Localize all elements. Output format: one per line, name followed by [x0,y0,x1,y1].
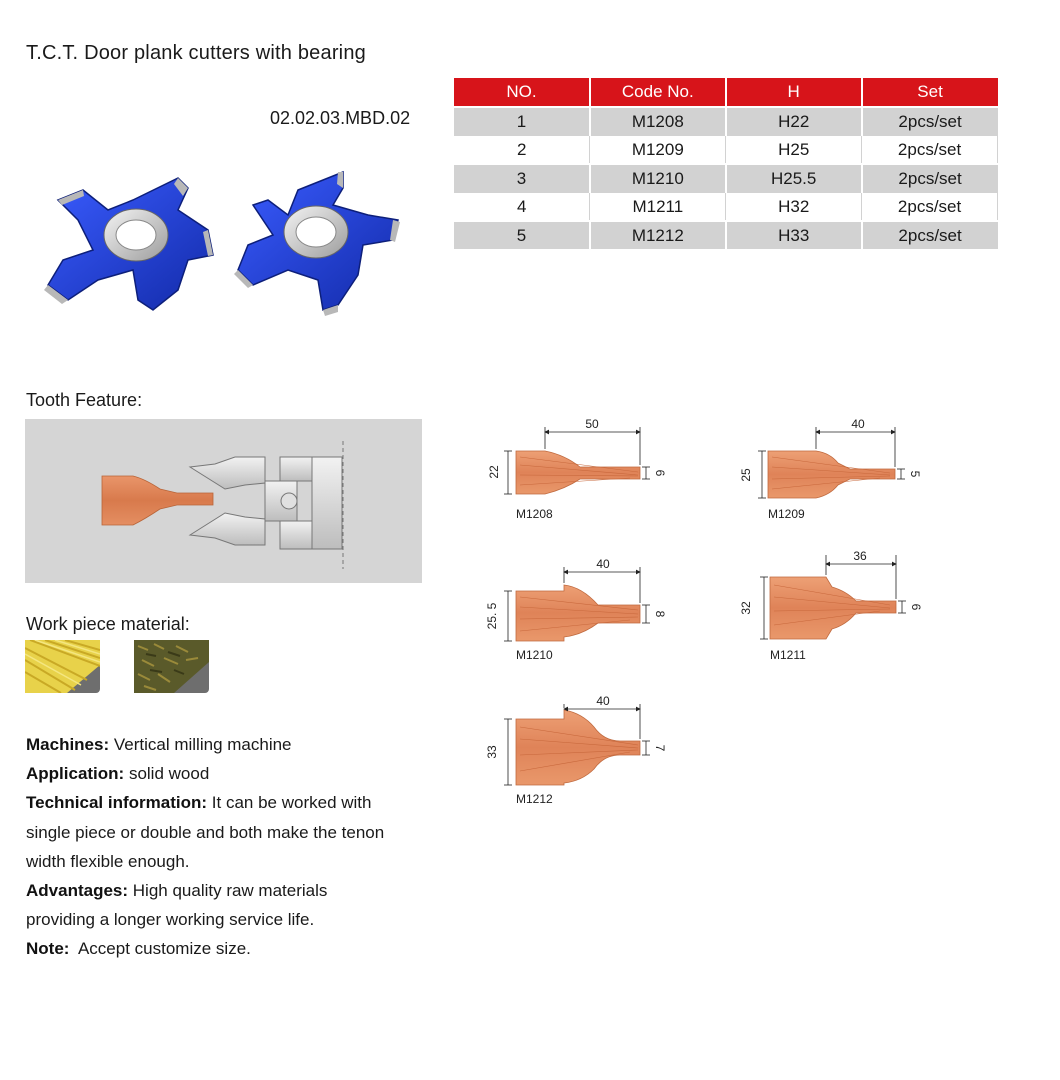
dim-height: 25. 5 [485,602,499,630]
cell-set: 2pcs/set [862,136,998,165]
cell-h: H25 [726,136,862,165]
profile-code: M1210 [516,648,553,662]
technical-value-line2: single piece or double and both make the tenon [26,822,385,842]
cell-no: 4 [454,193,590,222]
col-set: Set [862,78,998,107]
cell-code: M1210 [590,164,726,193]
board-swatch-icon [134,640,209,693]
work-piece-label: Work piece material: [26,614,190,634]
dim-tenon: 6 [909,603,923,611]
table-row [454,164,998,193]
cell-h: H22 [726,107,862,136]
technical-value: It can be worked with [211,793,372,813]
cell-set: 2pcs/set [862,193,998,222]
profile-m1212 [485,694,667,806]
dim-height: 32 [739,601,753,615]
cell-code: M1208 [590,107,726,136]
machines-value: Vertical milling machine [113,735,292,754]
dim-length: 40 [851,417,865,431]
cutter-right-icon [234,172,400,316]
table-row [454,193,998,222]
cell-code: M1212 [590,221,726,249]
col-no: NO. [454,78,590,107]
dim-height: 22 [487,465,501,479]
machines-key: Machines: [26,735,110,754]
table-row [454,107,998,136]
cell-no: 1 [454,107,590,136]
col-code: Code No. [590,78,726,107]
cell-set: 2pcs/set [862,221,998,249]
product-info [26,730,446,964]
profile-m1208 [487,417,667,521]
product-code: 02.02.03.MBD.02 [270,108,411,128]
col-h: H [726,78,862,107]
cell-no: 5 [454,221,590,249]
cell-set: 2pcs/set [862,164,998,193]
tooth-feature-label: Tooth Feature: [26,390,143,410]
cell-code: M1211 [590,193,726,222]
technical-value-line3: width flexible enough. [26,851,190,871]
table-row [454,221,998,249]
dim-tenon: 5 [908,470,922,478]
spec-table-header [454,78,998,107]
cell-no: 3 [454,164,590,193]
cutter-product-image [38,160,418,330]
cell-code: M1209 [590,136,726,165]
cell-no: 2 [454,136,590,165]
note-value: Accept customize size. [77,939,251,959]
dim-height: 25 [739,468,753,482]
profile-code: M1211 [770,648,806,662]
profile-code: M1208 [516,507,553,521]
cell-h: H25.5 [726,164,862,193]
advantages-value-line2: providing a longer working service life. [26,910,315,930]
spec-table [454,78,998,249]
dim-tenon: 7 [653,744,667,752]
cell-h: H32 [726,193,862,222]
application-key: Application: [26,764,125,784]
profile-code: M1209 [768,507,805,521]
profile-drawings [470,405,970,815]
dim-tenon: 6 [653,469,667,477]
advantages-key: Advantages: [26,881,129,901]
profile-m1209 [739,417,922,521]
tooth-feature-diagram [25,419,422,583]
dim-length: 40 [596,557,610,571]
cutter-left-icon [44,178,213,310]
dim-height: 33 [485,745,499,759]
table-row [454,136,998,165]
dim-length: 36 [853,549,867,563]
technical-key: Technical information: [26,793,208,813]
dim-length: 50 [585,417,599,431]
dim-length: 40 [596,694,610,708]
dim-tenon: 8 [653,610,667,618]
note-key: Note: [26,939,70,959]
cell-set: 2pcs/set [862,107,998,136]
application-value: solid wood [128,764,210,784]
profile-m1210 [485,557,667,662]
profile-code: M1212 [516,792,553,806]
page-title: T.C.T. Door plank cutters with bearing [26,42,366,64]
advantages-value: High quality raw materials [132,881,328,901]
profile-m1211 [739,549,923,662]
cell-h: H33 [726,221,862,249]
solid-wood-swatch-icon [25,640,100,693]
